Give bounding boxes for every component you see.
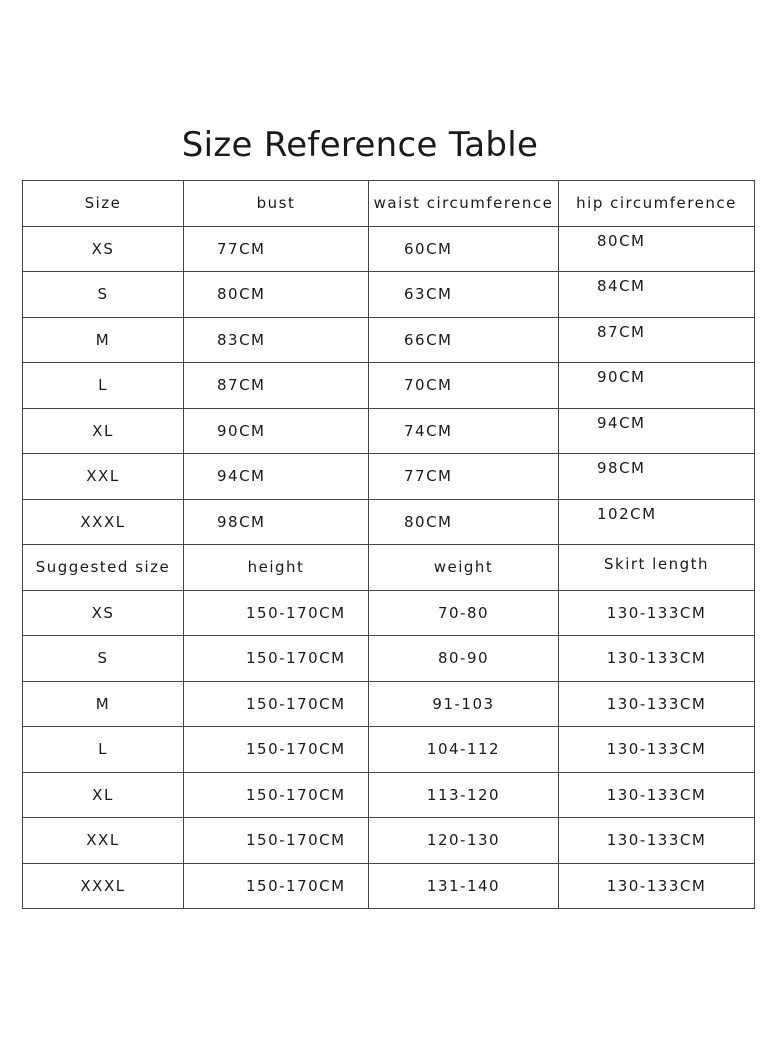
waist-cell: 80CM (369, 499, 559, 545)
weight-cell: 70-80 (369, 590, 559, 636)
skirt-length-cell: 130-133CM (559, 863, 755, 909)
table-row (23, 226, 755, 272)
height-cell: 150-170CM (184, 636, 369, 682)
size-cell: XXL (23, 454, 184, 500)
height-cell: 150-170CM (184, 818, 369, 864)
size-cell: XXL (23, 818, 184, 864)
skirt-length-cell: 130-133CM (559, 681, 755, 727)
bust-cell: 80CM (184, 272, 369, 318)
table-row (23, 681, 755, 727)
hip-cell: 98CM (597, 459, 646, 478)
table-header-row (23, 181, 755, 227)
height-cell: 150-170CM (184, 772, 369, 818)
table-row (23, 727, 755, 773)
waist-cell: 66CM (369, 317, 559, 363)
table-row (23, 363, 755, 409)
header-cell: weight (369, 545, 559, 591)
skirt-length-cell: 130-133CM (559, 636, 755, 682)
hip-cell: 90CM (597, 368, 646, 387)
size-cell: M (23, 681, 184, 727)
weight-cell: 131-140 (369, 863, 559, 909)
header-cell: Size (23, 181, 184, 227)
waist-cell: 74CM (369, 408, 559, 454)
bust-cell: 87CM (184, 363, 369, 409)
table-row (23, 863, 755, 909)
skirt-length-cell: 130-133CM (559, 727, 755, 773)
bust-cell: 94CM (184, 454, 369, 500)
height-cell: 150-170CM (184, 863, 369, 909)
height-cell: 150-170CM (184, 590, 369, 636)
size-cell: XXXL (23, 863, 184, 909)
table-row (23, 408, 755, 454)
header-cell: hip circumference (559, 181, 755, 227)
size-cell: XXXL (23, 499, 184, 545)
table-row (23, 818, 755, 864)
table-row (23, 499, 755, 545)
hip-cell: 102CM (597, 504, 657, 523)
size-cell: L (23, 363, 184, 409)
hip-cell: 87CM (597, 322, 646, 341)
table-row (23, 590, 755, 636)
size-table (22, 180, 755, 909)
bust-cell: 98CM (184, 499, 369, 545)
header-cell: waist circumference (369, 181, 559, 227)
size-cell: XS (23, 226, 184, 272)
bust-cell: 77CM (184, 226, 369, 272)
table-header-row (23, 545, 755, 591)
size-cell: XS (23, 590, 184, 636)
waist-cell: 70CM (369, 363, 559, 409)
page-title: Size Reference Table (181, 125, 539, 165)
bust-cell: 90CM (184, 408, 369, 454)
skirt-length-cell: 130-133CM (559, 590, 755, 636)
weight-cell: 113-120 (369, 772, 559, 818)
size-cell: L (23, 727, 184, 773)
header-cell: Suggested size (23, 545, 184, 591)
hip-cell: 80CM (597, 231, 646, 250)
weight-cell: 120-130 (369, 818, 559, 864)
table-row (23, 272, 755, 318)
header-cell: Skirt length (603, 555, 709, 574)
size-cell: XL (23, 772, 184, 818)
table-row (23, 772, 755, 818)
hip-cell: 94CM (597, 413, 646, 432)
table-row (23, 454, 755, 500)
size-cell: M (23, 317, 184, 363)
weight-cell: 91-103 (369, 681, 559, 727)
hip-cell: 84CM (597, 277, 646, 296)
table-row (23, 317, 755, 363)
height-cell: 150-170CM (184, 727, 369, 773)
waist-cell: 77CM (369, 454, 559, 500)
skirt-length-cell: 130-133CM (559, 818, 755, 864)
table-row (23, 636, 755, 682)
weight-cell: 104-112 (369, 727, 559, 773)
skirt-length-cell: 130-133CM (559, 772, 755, 818)
waist-cell: 60CM (369, 226, 559, 272)
bust-cell: 83CM (184, 317, 369, 363)
height-cell: 150-170CM (184, 681, 369, 727)
header-cell: bust (184, 181, 369, 227)
header-cell: height (184, 545, 369, 591)
waist-cell: 63CM (369, 272, 559, 318)
size-cell: XL (23, 408, 184, 454)
size-cell: S (23, 272, 184, 318)
weight-cell: 80-90 (369, 636, 559, 682)
size-cell: S (23, 636, 184, 682)
